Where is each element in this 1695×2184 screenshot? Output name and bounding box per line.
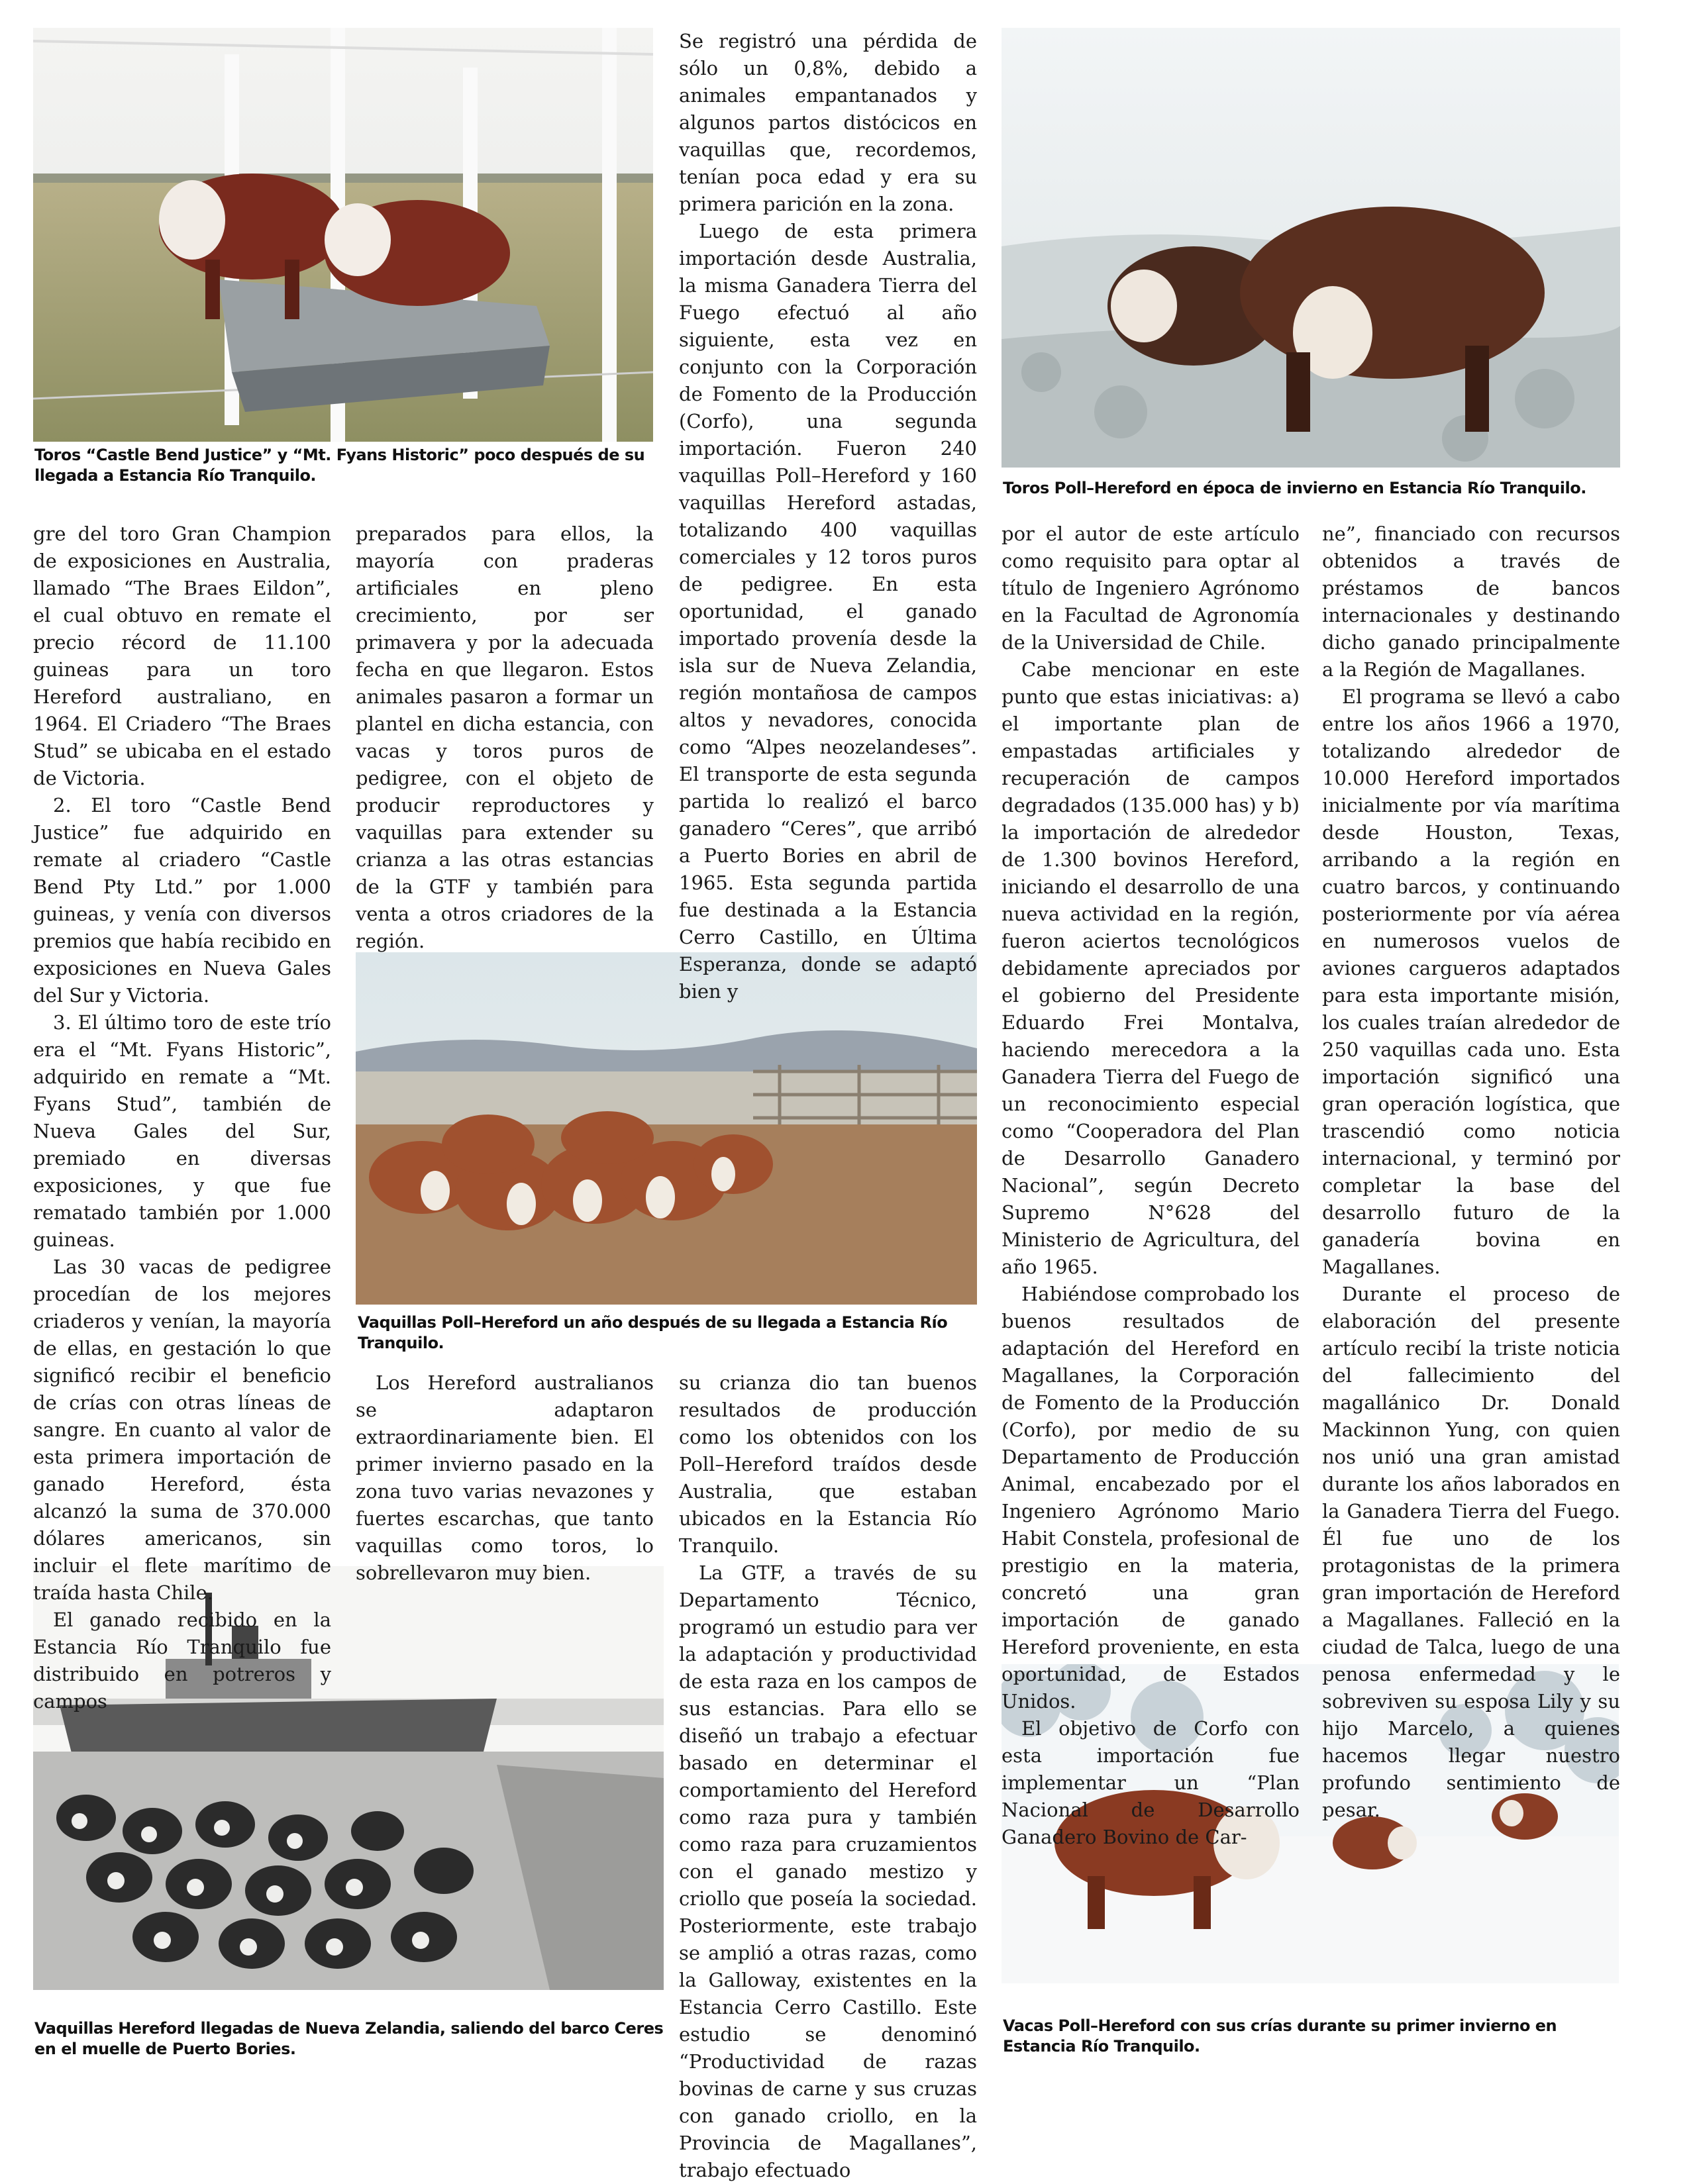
article-column-3-bottom xyxy=(679,1369,977,2184)
article-column-3-top xyxy=(679,28,977,1005)
paragraph: Los Hereford australianos se adaptaron extraordinariamente bien. El primer invierno pasado en la zona tuvo varias nevazones y fuertes escarchas, que tanto vaquillas como toros, lo sobrellevaron muy bien. xyxy=(356,1371,654,1584)
photo-caption: Toros “Castle Bend Justice” y “Mt. Fyans Historic” poco después de su llegada a Estancia Río Tranquilo. xyxy=(34,446,645,485)
paragraph: La GTF, a través de su Departamento Técnico, programó un estudio para ver la adaptación y productividad de esta raza en los campos de sus estancias. Para ello se diseñó un trabajo a efectuar basado en determinar el comportamiento del Hereford como raza pura y también como raza para cruzamientos con el ganado mestizo y criollo que poseía la sociedad. Posteriormente, este trabajo se amplió a otras razas, como la Galloway, existentes en la Estancia Cerro Castillo. Este estudio se denominó “Productividad de razas bovinas de carne y sus cruzas con ganado criollo, en la Provincia de Magallanes”, trabajo efectuado xyxy=(679,1562,977,2181)
paragraph: Se registró una pérdida de sólo un 0,8%, debido a animales empantanados y algunos partos distócicos en vaquillas que, recordemos, tenían poca edad y era su primera parición en la zona. xyxy=(679,30,977,215)
photo-caption: Toros Poll–Hereford en época de invierno en Estancia Río Tranquilo. xyxy=(1003,479,1586,497)
paragraph: El objetivo de Corfo con esta importación fue implementar un “Plan Nacional de Desarrollo Ganadero Bovino de Car- xyxy=(1002,1717,1300,1848)
photo-bulls-fence xyxy=(33,28,653,442)
paragraph: Luego de esta primera importación desde Australia, la misma Ganadera Tierra del Fuego efectuó al año siguiente, esta vez en conjunto con la Corporación de Fomento de la Producción (Corfo), una segunda importación. Fueron 240 vaquillas Poll–Hereford y 160 vaquillas Hereford astadas, totalizando 400 vaquillas comerciales y 12 toros puros de pedigree. En esta oportunidad, el ganado importado provenía desde la isla sur de Nueva Zelandia, región montañosa de campos altos y nevadores, conocida como “Alpes neozelandeses”. El transporte de esta segunda partida lo realizó el barco ganadero “Ceres”, que arribó a Puerto Bories en abril de 1965. Esta segunda partida fue destinada a la Estancia Cerro Castillo, en Última Esperanza, donde se adaptó bien y xyxy=(679,220,977,1003)
paragraph: Durante el proceso de elaboración del presente artículo recibí la triste noticia del fallecimiento del magallánico Dr. Donald Mackinnon Yung, con quien nos unió una gran amistad durante los años laborados en la Ganadera Tierra del Fuego. Él fue uno de los protagonistas de la primera gran importación de Hereford a Magallanes. Falleció en la ciudad de Talca, luego de una penosa enfermedad y le sobreviven su esposa Lily y su hijo Marcelo, a quienes hacemos llegar nuestro profundo sentimiento de pesar. xyxy=(1322,1283,1620,1821)
photo-caption: Vaquillas Hereford llegadas de Nueva Zelandia, saliendo del barco Ceres en el muelle de Puerto Bories. xyxy=(34,2019,664,2058)
paragraph: gre del toro Gran Champion de exposiciones en Australia, llamado “The Braes Eildon”, el cual obtuvo en remate el precio récord de 11.100 guineas para un toro Hereford australiano, en 1964. El Criadero “The Braes Stud” se ubicaba en el estado de Victoria. xyxy=(33,522,331,789)
paragraph: ne”, financiado con recursos obtenidos a través de préstamos de bancos internacionales y destinando dicho ganado principalmente a la Región de Magallanes. xyxy=(1322,522,1620,681)
article-column-5 xyxy=(1322,521,1620,1824)
article-column-2-bottom xyxy=(356,1369,654,1587)
photo-caption: Vaquillas Poll–Hereford un año después de su llegada a Estancia Río Tranquilo. xyxy=(358,1313,948,1352)
paragraph: 2. El toro “Castle Bend Justice” fue adquirido en remate al criadero “Castle Bend Pty Ltd.” por 1.000 guineas, y venía con diversos premios que había recibido en exposiciones en Nueva Gales del Sur y Victoria. xyxy=(33,794,331,1007)
paragraph: Habiéndose comprobado los buenos resultados de adaptación del Hereford en Magallanes, la Corporación de Fomento de la Producción (Corfo), por medio de su Departamento de Producción Animal, encabezado por el Ingeniero Agrónomo Mario Habit Constela, profesional de prestigio en la materia, concretó una gran importación de ganado Hereford proveniente, en esta oportunidad, de Estados Unidos. xyxy=(1002,1283,1300,1712)
paragraph: Las 30 vacas de pedigree procedían de los mejores criaderos y venían, la mayoría de ellas, en gestación lo que significó recibir el beneficio de crías con otras líneas de sangre. En cuanto al valor de esta primera importación de ganado Hereford, ésta alcanzó la suma de 370.000 dólares americanos, sin incluir el flete marítimo de traída hasta Chile. xyxy=(33,1256,331,1604)
paragraph: El ganado recibido en la Estancia Río Tranquilo fue distribuido en potreros y campos xyxy=(33,1609,331,1712)
paragraph: su crianza dio tan buenos resultados de producción como los obtenidos con los Poll–Hereford traídos desde Australia, que estaban ubicados en la Estancia Río Tranquilo. xyxy=(679,1371,977,1557)
article-column-4 xyxy=(1002,521,1300,1851)
photo-bulls-winter xyxy=(1002,28,1620,468)
photo-caption: Vacas Poll–Hereford con sus crías durante su primer invierno en Estancia Río Tranquilo. xyxy=(1003,2016,1557,2056)
paragraph: preparados para ellos, la mayoría con praderas artificiales en pleno crecimiento, por ser primavera y por la adecuada fecha en que llegaron. Estos animales pasaron a formar un plantel en dicha estancia, con vacas y toros puros de pedigree, con el objeto de producir reproductores y vaquillas para extender su crianza a las otras estancias de la GTF y también para venta a otros criadores de la región. xyxy=(356,522,654,952)
paragraph: 3. El último toro de este trío era el “Mt. Fyans Historic”, adquirido en remate a “Mt. Fyans Stud”, también de Nueva Gales del Sur, premiado en diversas exposiciones, y que fue rematado también por 1.000 guineas. xyxy=(33,1011,331,1251)
article-column-1 xyxy=(33,521,331,1715)
paragraph: El programa se llevó a cabo entre los años 1966 a 1970, totalizando alrededor de 10.000 Hereford importados inicialmente por vía marítima desde Houston, Texas, arribando a la región en cuatro barcos, y continuando posteriormente por vía aérea en numerosos vuelos de aviones cargueros adaptados para esta importante misión, los cuales traían alrededor de 250 vaquillas cada uno. Esta importación significó una gran operación logística, que trascendió como noticia internacional, y terminó por completar la base del desarrollo futuro de la ganadería bovina en Magallanes. xyxy=(1322,685,1620,1278)
paragraph: Cabe mencionar en este punto que estas iniciativas: a) el importante plan de empastadas artificiales y recuperación de campos degradados (135.000 has) y b) la importación de alrededor de 1.300 bovinos Hereford, iniciando el desarrollo de una nueva actividad en la región, fueron aciertos tecnológicos debidamente apreciados por el gobierno del Presidente Eduardo Frei Montalva, haciendo merecedora a la Ganadera Tierra del Fuego de un reconocimiento especial como “Cooperadora del Plan de Desarrollo Ganadero Nacional”, según Decreto Supremo N°628 del Ministerio de Agricultura, del año 1965. xyxy=(1002,658,1300,1278)
paragraph: por el autor de este artículo como requisito para optar al título de Ingeniero Agrónomo en la Facultad de Agronomía de la Universidad de Chile. xyxy=(1002,522,1300,654)
article-column-2-top xyxy=(356,521,654,955)
